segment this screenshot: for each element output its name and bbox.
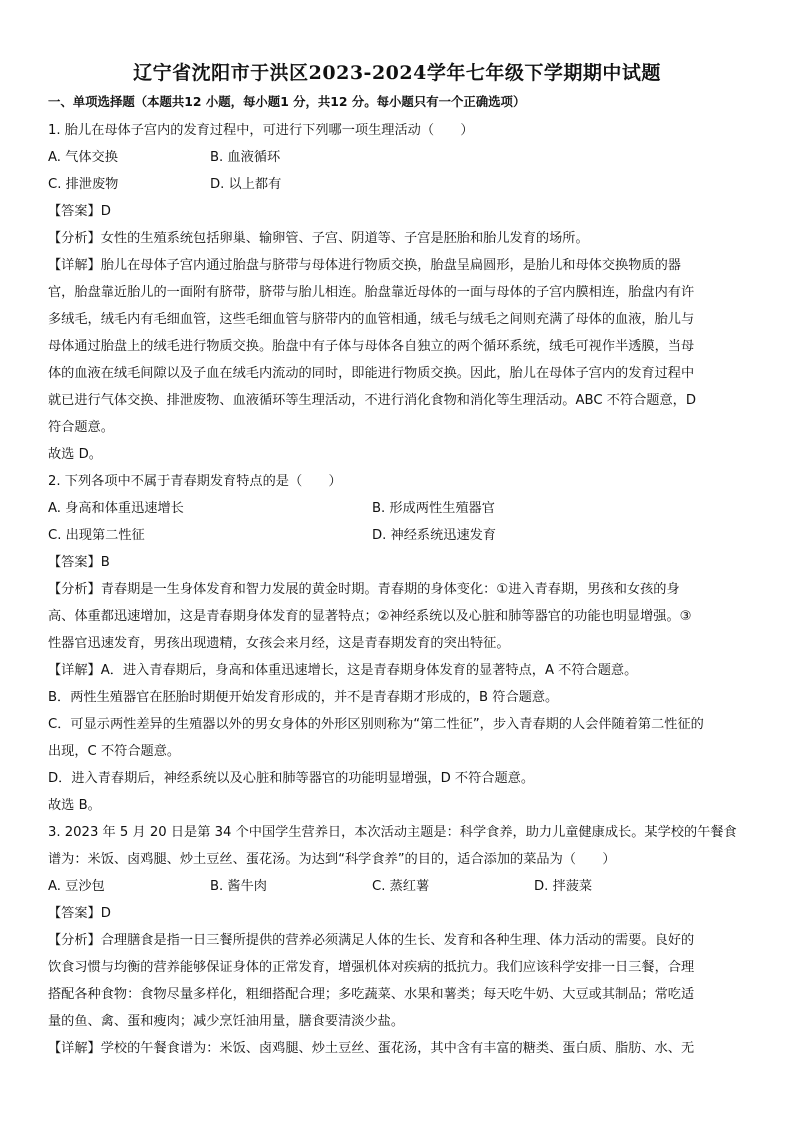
q2-conclusion: 故选 B。 bbox=[48, 798, 101, 813]
q3-answer: 【答案】D bbox=[48, 906, 111, 921]
q1-detail-line: 符合题意。 bbox=[48, 420, 114, 435]
q1-option-b: B. 血液循环 bbox=[210, 150, 281, 165]
q1-answer: 【答案】D bbox=[48, 204, 111, 219]
page-title: 辽宁省沈阳市于洪区2023-2024学年七年级下学期期中试题 bbox=[133, 62, 661, 84]
q1-detail-line: 母体通过胎盘上的绒毛进行物质交换。胎盘中有子体与母体各自独立的两个循环系统，绒毛可视作半透膜，当母 bbox=[48, 339, 695, 354]
q2-analysis-line: 【分析】青春期是一生身体发育和智力发展的黄金时期。青春期的身体变化：①进入青春期，男孩和女孩的身 bbox=[48, 582, 680, 597]
q3-option-c: C. 蒸红薯 bbox=[372, 879, 430, 894]
q1-detail-line: 官，胎盘靠近胎儿的一面附有脐带，脐带与胎儿相连。胎盘靠近母体的一面与母体的子宫内膜相连，胎盘内有许 bbox=[48, 285, 695, 300]
q1-option-d: D. 以上都有 bbox=[210, 177, 282, 192]
q1-detail-line: 就已进行气体交换、排泄废物、血液循环等生理活动，不进行消化食物和消化等生理活动。ABC 不符合题意，D bbox=[48, 393, 697, 408]
q2-detail-line: B．两性生殖器官在胚胎时期便开始发育形成的，并不是青春期才形成的，B 符合题意。 bbox=[48, 690, 559, 705]
q2-option-c: C. 出现第二性征 bbox=[48, 528, 145, 543]
q3-analysis-line: 量的鱼、禽、蛋和瘦肉；减少烹饪油用量，膳食要清淡少盐。 bbox=[48, 1014, 405, 1029]
q1-detail-line: 体的血液在绒毛间隙以及子血在绒毛内流动的同时，即能进行物质交换。因此，胎儿在母体子宫内的发育过程中 bbox=[48, 366, 695, 381]
q1-option-a: A. 气体交换 bbox=[48, 150, 118, 165]
q2-detail-line: 出现，C 不符合题意。 bbox=[48, 744, 181, 759]
q3-detail-line: 【详解】学校的午餐食谱为：米饭、卤鸡腿、炒土豆丝、蛋花汤，其中含有丰富的糖类、蛋白质、脂肪、水、无 bbox=[48, 1041, 695, 1056]
q2-answer: 【答案】B bbox=[48, 555, 110, 570]
q2-detail-line: 【详解】A．进入青春期后，身高和体重迅速增长，这是青春期身体发育的显著特点，A 不符合题意。 bbox=[48, 663, 638, 678]
q2-detail-line: C．可显示两性差异的生殖器以外的男女身体的外形区别则称为“第二性征”，步入青春期的人会伴随着第二性征的 bbox=[48, 717, 704, 732]
q3-analysis-line: 【分析】合理膳食是指一日三餐所提供的营养必须满足人体的生长、发育和各种生理、体力活动的需要。良好的 bbox=[48, 933, 695, 948]
q3-analysis-line: 饮食习惯与均衡的营养能够保证身体的正常发育，增强机体对疾病的抵抗力。我们应该科学安排一日三餐，合理 bbox=[48, 960, 695, 975]
q3-stem-line: 3. 2023 年 5 月 20 日是第 34 个中国学生营养日，本次活动主题是：科学食养，助力儿童健康成长。某学校的午餐食 bbox=[48, 825, 737, 840]
q1-option-c: C. 排泄废物 bbox=[48, 177, 119, 192]
q1-detail-line: 【详解】胎儿在母体子宫内通过胎盘与脐带与母体进行物质交换，胎盘呈扁圆形，是胎儿和母体交换物质的器 bbox=[48, 258, 681, 273]
q2-option-d: D. 神经系统迅速发育 bbox=[372, 528, 497, 543]
q2-option-a: A. 身高和体重迅速增长 bbox=[48, 501, 184, 516]
q2-detail-line: D．进入青春期后，神经系统以及心脏和肺等器官的功能明显增强，D 不符合题意。 bbox=[48, 771, 535, 786]
q2-stem: 2. 下列各项中不属于青春期发育特点的是（ ） bbox=[48, 474, 342, 489]
q2-analysis-line: 性器官迅速发育，男孩出现遗精，女孩会来月经，这是青春期发育的突出特征。 bbox=[48, 636, 510, 651]
q3-option-d: D. 拌菠菜 bbox=[534, 879, 593, 894]
q3-stem-line: 谱为：米饭、卤鸡腿、炒土豆丝、蛋花汤。为达到“科学食养”的目的，适合添加的菜品为（ ） bbox=[48, 852, 616, 867]
q3-option-b: B. 酱牛肉 bbox=[210, 879, 267, 894]
q1-detail-line: 多绒毛，绒毛内有毛细血管，这些毛细血管与脐带内的血管相通，绒毛与绒毛之间则充满了母体的血液，胎儿与 bbox=[48, 312, 695, 327]
q2-option-b: B. 形成两性生殖器官 bbox=[372, 501, 495, 516]
q1-stem: 1. 胎儿在母体子宫内的发育过程中，可进行下列哪一项生理活动（ ） bbox=[48, 123, 474, 138]
q3-option-a: A. 豆沙包 bbox=[48, 879, 105, 894]
q3-analysis-line: 搭配各种食物：食物尽量多样化，粗细搭配合理；多吃蔬菜、水果和薯类；每天吃牛奶、大豆或其制品；常吃适 bbox=[48, 987, 695, 1002]
q1-analysis: 【分析】女性的生殖系统包括卵巢、输卵管、子宫、阴道等、子宫是胚胎和胎儿发育的场所。 bbox=[48, 231, 589, 246]
q1-conclusion: 故选 D。 bbox=[48, 447, 102, 462]
section-heading: 一、单项选择题（本题共12 小题，每小题1 分，共12 分。每小题只有一个正确选项） bbox=[48, 94, 526, 109]
q2-analysis-line: 高、体重都迅速增加，这是青春期身体发育的显著特点；②神经系统以及心脏和肺等器官的功能也明显增强。③ bbox=[48, 609, 692, 624]
